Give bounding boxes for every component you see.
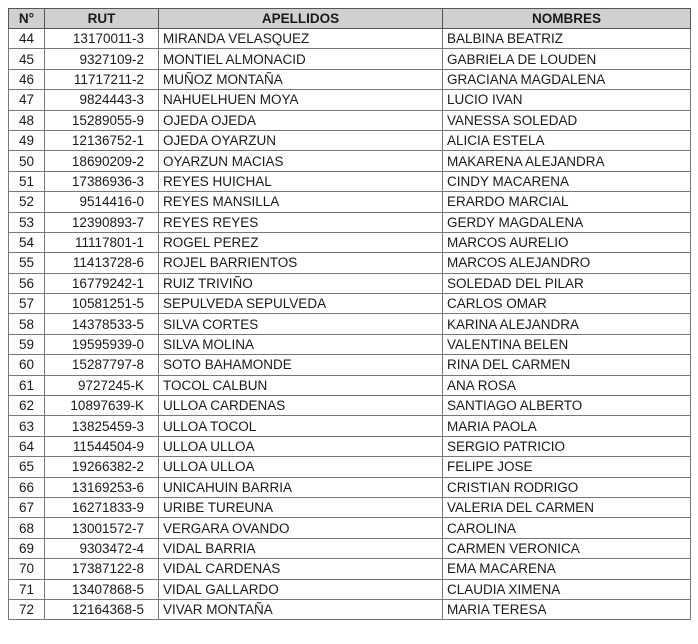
row-number: 44 bbox=[9, 29, 45, 49]
row-nombres: ANA ROSA bbox=[443, 375, 691, 395]
row-nombres: SERGIO PATRICIO bbox=[443, 436, 691, 456]
row-number: 70 bbox=[9, 559, 45, 579]
row-apellidos: ULLOA ULLOA bbox=[159, 436, 443, 456]
table-row bbox=[9, 436, 691, 456]
row-nombres: SOLEDAD DEL PILAR bbox=[443, 273, 691, 293]
row-number: 50 bbox=[9, 151, 45, 171]
table-row bbox=[9, 396, 691, 416]
row-nombres: MARCOS AURELIO bbox=[443, 232, 691, 252]
row-number: 64 bbox=[9, 436, 45, 456]
row-rut: 11117801-1 bbox=[45, 232, 159, 252]
row-number: 49 bbox=[9, 130, 45, 150]
row-nombres: GABRIELA DE LOUDEN bbox=[443, 49, 691, 69]
row-rut: 19266382-2 bbox=[45, 457, 159, 477]
row-apellidos: MONTIEL ALMONACID bbox=[159, 49, 443, 69]
header-nombres: NOMBRES bbox=[443, 9, 691, 29]
row-apellidos: ROJEL BARRIENTOS bbox=[159, 253, 443, 273]
table-row bbox=[9, 49, 691, 69]
table-row bbox=[9, 294, 691, 314]
row-apellidos: OYARZUN MACIAS bbox=[159, 151, 443, 171]
row-apellidos: VIVAR MONTAÑA bbox=[159, 599, 443, 619]
row-apellidos: REYES REYES bbox=[159, 212, 443, 232]
row-apellidos: MUÑOZ MONTAÑA bbox=[159, 69, 443, 89]
row-number: 66 bbox=[9, 477, 45, 497]
row-nombres: MAKARENA ALEJANDRA bbox=[443, 151, 691, 171]
row-number: 67 bbox=[9, 497, 45, 517]
row-rut: 13169253-6 bbox=[45, 477, 159, 497]
row-apellidos: VIDAL CARDENAS bbox=[159, 559, 443, 579]
table-row bbox=[9, 110, 691, 130]
row-nombres: EMA MACARENA bbox=[443, 559, 691, 579]
table-row bbox=[9, 151, 691, 171]
row-rut: 9514416-0 bbox=[45, 192, 159, 212]
table-row bbox=[9, 273, 691, 293]
document-sheet bbox=[8, 8, 690, 620]
row-apellidos: URIBE TUREUNA bbox=[159, 497, 443, 517]
table-row bbox=[9, 355, 691, 375]
row-apellidos: SILVA MOLINA bbox=[159, 334, 443, 354]
row-number: 45 bbox=[9, 49, 45, 69]
table-row bbox=[9, 130, 691, 150]
row-nombres: MARIA PAOLA bbox=[443, 416, 691, 436]
table-body bbox=[9, 29, 691, 620]
row-number: 54 bbox=[9, 232, 45, 252]
row-rut: 13001572-7 bbox=[45, 518, 159, 538]
row-apellidos: TOCOL CALBUN bbox=[159, 375, 443, 395]
row-apellidos: VIDAL BARRIA bbox=[159, 538, 443, 558]
row-rut: 9303472-4 bbox=[45, 538, 159, 558]
row-nombres: CARLOS OMAR bbox=[443, 294, 691, 314]
row-rut: 10897639-K bbox=[45, 396, 159, 416]
table-row bbox=[9, 538, 691, 558]
table-row bbox=[9, 171, 691, 191]
row-number: 53 bbox=[9, 212, 45, 232]
row-apellidos: ULLOA ULLOA bbox=[159, 457, 443, 477]
row-rut: 19595939-0 bbox=[45, 334, 159, 354]
row-number: 58 bbox=[9, 314, 45, 334]
table-row bbox=[9, 518, 691, 538]
row-rut: 9824443-3 bbox=[45, 90, 159, 110]
row-rut: 18690209-2 bbox=[45, 151, 159, 171]
row-nombres: CRISTIAN RODRIGO bbox=[443, 477, 691, 497]
row-apellidos: ULLOA CARDENAS bbox=[159, 396, 443, 416]
row-nombres: ALICIA ESTELA bbox=[443, 130, 691, 150]
row-nombres: CAROLINA bbox=[443, 518, 691, 538]
row-nombres: GERDY MAGDALENA bbox=[443, 212, 691, 232]
row-number: 59 bbox=[9, 334, 45, 354]
row-apellidos: OJEDA OYARZUN bbox=[159, 130, 443, 150]
row-nombres: SANTIAGO ALBERTO bbox=[443, 396, 691, 416]
table-row bbox=[9, 375, 691, 395]
row-number: 62 bbox=[9, 396, 45, 416]
row-number: 51 bbox=[9, 171, 45, 191]
row-apellidos: REYES HUICHAL bbox=[159, 171, 443, 191]
table-header-row bbox=[9, 9, 691, 29]
row-rut: 14378533-5 bbox=[45, 314, 159, 334]
row-rut: 16779242-1 bbox=[45, 273, 159, 293]
row-number: 60 bbox=[9, 355, 45, 375]
row-apellidos: MIRANDA VELASQUEZ bbox=[159, 29, 443, 49]
row-apellidos: UNICAHUIN BARRIA bbox=[159, 477, 443, 497]
row-nombres: RINA DEL CARMEN bbox=[443, 355, 691, 375]
row-rut: 13825459-3 bbox=[45, 416, 159, 436]
row-rut: 13170011-3 bbox=[45, 29, 159, 49]
row-rut: 9727245-K bbox=[45, 375, 159, 395]
row-rut: 9327109-2 bbox=[45, 49, 159, 69]
row-number: 56 bbox=[9, 273, 45, 293]
row-apellidos: ROGEL PEREZ bbox=[159, 232, 443, 252]
row-rut: 11413728-6 bbox=[45, 253, 159, 273]
row-rut: 12164368-5 bbox=[45, 599, 159, 619]
row-nombres: BALBINA BEATRIZ bbox=[443, 29, 691, 49]
row-nombres: VANESSA SOLEDAD bbox=[443, 110, 691, 130]
row-number: 61 bbox=[9, 375, 45, 395]
row-rut: 13407868-5 bbox=[45, 579, 159, 599]
row-number: 46 bbox=[9, 69, 45, 89]
row-apellidos: REYES MANSILLA bbox=[159, 192, 443, 212]
roster-table bbox=[8, 8, 691, 620]
row-apellidos: NAHUELHUEN MOYA bbox=[159, 90, 443, 110]
table-row bbox=[9, 477, 691, 497]
row-rut: 17387122-8 bbox=[45, 559, 159, 579]
row-apellidos: OJEDA OJEDA bbox=[159, 110, 443, 130]
row-rut: 10581251-5 bbox=[45, 294, 159, 314]
table-row bbox=[9, 232, 691, 252]
row-number: 63 bbox=[9, 416, 45, 436]
row-rut: 16271833-9 bbox=[45, 497, 159, 517]
row-number: 47 bbox=[9, 90, 45, 110]
row-rut: 11544504-9 bbox=[45, 436, 159, 456]
table-row bbox=[9, 334, 691, 354]
row-apellidos: RUIZ TRIVIÑO bbox=[159, 273, 443, 293]
row-number: 71 bbox=[9, 579, 45, 599]
table-row bbox=[9, 29, 691, 49]
row-nombres: MARIA TERESA bbox=[443, 599, 691, 619]
row-rut: 15289055-9 bbox=[45, 110, 159, 130]
row-number: 48 bbox=[9, 110, 45, 130]
row-apellidos: ULLOA TOCOL bbox=[159, 416, 443, 436]
row-nombres: GRACIANA MAGDALENA bbox=[443, 69, 691, 89]
row-number: 69 bbox=[9, 538, 45, 558]
table-row bbox=[9, 192, 691, 212]
header-number: N° bbox=[9, 9, 45, 29]
row-nombres: VALERIA DEL CARMEN bbox=[443, 497, 691, 517]
row-nombres: VALENTINA BELEN bbox=[443, 334, 691, 354]
table-row bbox=[9, 253, 691, 273]
row-number: 57 bbox=[9, 294, 45, 314]
row-rut: 15287797-8 bbox=[45, 355, 159, 375]
row-rut: 11717211-2 bbox=[45, 69, 159, 89]
row-number: 55 bbox=[9, 253, 45, 273]
table-row bbox=[9, 599, 691, 619]
row-apellidos: VERGARA OVANDO bbox=[159, 518, 443, 538]
row-number: 65 bbox=[9, 457, 45, 477]
table-row bbox=[9, 69, 691, 89]
row-nombres: ERARDO MARCIAL bbox=[443, 192, 691, 212]
row-nombres: LUCIO IVAN bbox=[443, 90, 691, 110]
table-row bbox=[9, 457, 691, 477]
table-row bbox=[9, 497, 691, 517]
row-apellidos: SILVA CORTES bbox=[159, 314, 443, 334]
row-nombres: CARMEN VERONICA bbox=[443, 538, 691, 558]
row-apellidos: SOTO BAHAMONDE bbox=[159, 355, 443, 375]
row-rut: 12136752-1 bbox=[45, 130, 159, 150]
row-rut: 12390893-7 bbox=[45, 212, 159, 232]
table-row bbox=[9, 314, 691, 334]
header-rut: RUT bbox=[45, 9, 159, 29]
table-row bbox=[9, 559, 691, 579]
row-rut: 17386936-3 bbox=[45, 171, 159, 191]
header-apellidos: APELLIDOS bbox=[159, 9, 443, 29]
row-number: 52 bbox=[9, 192, 45, 212]
row-nombres: CINDY MACARENA bbox=[443, 171, 691, 191]
row-nombres: KARINA ALEJANDRA bbox=[443, 314, 691, 334]
row-nombres: FELIPE JOSE bbox=[443, 457, 691, 477]
table-row bbox=[9, 90, 691, 110]
table-row bbox=[9, 579, 691, 599]
table-row bbox=[9, 212, 691, 232]
table-row bbox=[9, 416, 691, 436]
row-number: 72 bbox=[9, 599, 45, 619]
row-nombres: MARCOS ALEJANDRO bbox=[443, 253, 691, 273]
row-apellidos: SEPULVEDA SEPULVEDA bbox=[159, 294, 443, 314]
row-nombres: CLAUDIA XIMENA bbox=[443, 579, 691, 599]
row-apellidos: VIDAL GALLARDO bbox=[159, 579, 443, 599]
row-number: 68 bbox=[9, 518, 45, 538]
